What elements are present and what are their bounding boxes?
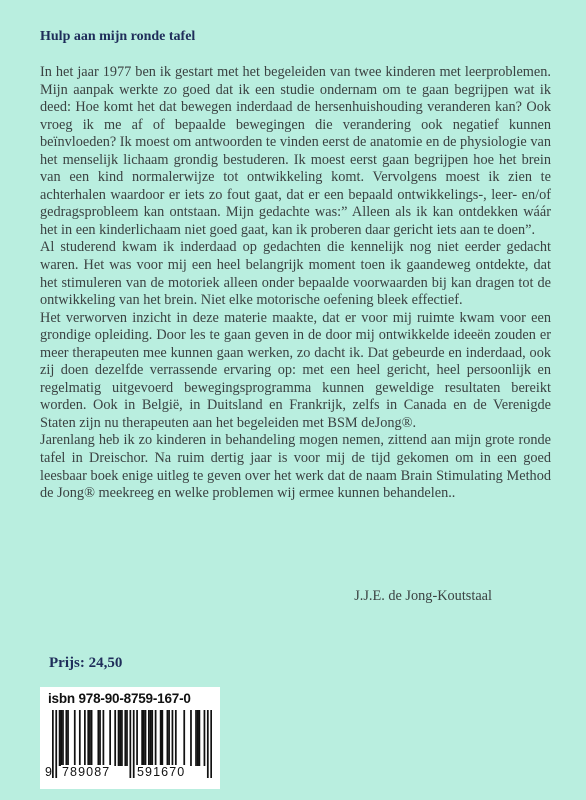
barcode-bar	[59, 710, 61, 766]
ean-left-group: 789087	[62, 765, 111, 779]
barcode-bar	[175, 710, 177, 766]
barcode-bar	[190, 710, 192, 766]
barcode-bar	[121, 710, 123, 766]
barcode-bar	[114, 710, 116, 766]
barcode-bar	[145, 710, 147, 766]
barcode-bar	[168, 710, 170, 766]
paragraph-1: In het jaar 1977 ben ik gestart met het begeleiden van twee kinderen met leerproblemen. Mijn aanpak werkte zo goed dat ik een studie ondernam om te gaan begrijpen wat ik deed: Hoe komt het dat bewegen inderdaad de hersenhuishouding veranderen kan? Ook vroeg ik me af of bepaalde bewegingen die verandering ook negatief kunnen beïnvloeden? Ik moest om antwoorden te vinden eerst de anatomie en de physiologie van het menselijk lichaam grondig bestuderen. Ik moest eerst gaan begrijpen hoe het brein van een kind normalerwijze tot ontwikkeling komt. Vervolgens moest ik zien te achterhalen waardoor er iets zo fout gaat, dat er een bepaald ontwikkelings-, leer- en/of gedragsprobleem kan ontstaan. Mijn gedachte was:” Alleen als ik kan ontdekken wáár het in een kinderlichaam niet goed gaat, kan ik proberen daar gericht iets aan te doen”.	[40, 64, 551, 238]
barcode-bar	[160, 710, 162, 766]
paragraph-3: Het verworven inzicht in deze materie maakte, dat er voor mij ruimte kwam voor een grondige opleiding. Door les te gaan geven in de door mij ontwikkelde ideeën zouden er meer therapeuten mee kunnen gaan werken, zo dacht ik. Dat gebeurde en inderdaad, ook zij doen dezelfde verrassende ervaring op: met een heel gericht, heel persoonlijk en regelmatig uitgevoerd bewegingsprogramma kunnen geweldige resultaten bereikt worden. Ook in België, in Duitsland en Frankrijk, zelfs in Canada en de Verenigde Staten zijn nu therapeuten aan het begeleiden met BSM deJong®.	[40, 309, 551, 431]
barcode-bar	[79, 710, 81, 766]
barcode-bar	[155, 710, 157, 766]
barcode-bar	[109, 710, 111, 766]
barcode-bar	[62, 710, 64, 766]
barcode-bar	[183, 710, 185, 766]
barcode-bar	[172, 710, 174, 766]
barcode-bar	[67, 710, 69, 766]
barcode-bar	[136, 710, 138, 766]
barcode-bar	[126, 710, 128, 766]
barcode-bar	[119, 710, 121, 766]
paragraph-4: Jarenlang heb ik zo kinderen in behandeling mogen nemen, zittend aan mijn grote ronde tafel in Dreischor. Na ruim dertig jaar is voor mij de tijd gekomen om in een goed leesbaar boek enige uitleg te geven over het werk dat de naam Brain Stimulating Method de Jong® meekreeg en welke problemen wij ermee kunnen behandelen..	[40, 432, 551, 502]
barcode-bar	[103, 710, 105, 766]
barcode-bar	[60, 710, 62, 766]
barcode-bar	[124, 710, 126, 766]
barcode-panel	[40, 687, 220, 789]
barcode-bar	[97, 710, 99, 766]
barcode-bar	[150, 710, 152, 766]
barcode-bar	[87, 710, 89, 766]
book-title: Hulp aan mijn ronde tafel	[40, 29, 196, 44]
price-label: Prijs: 24,50	[49, 655, 123, 671]
barcode-bar	[99, 710, 101, 766]
ean-first-digit: 9	[45, 765, 52, 779]
barcode-bar	[195, 710, 197, 766]
author-name: J.J.E. de Jong-Koutstaal	[354, 588, 492, 604]
barcode-bar	[151, 710, 153, 766]
barcode-bar	[84, 710, 86, 766]
ean-digits	[45, 765, 215, 783]
barcode-bar	[74, 710, 76, 766]
blurb-text	[40, 64, 551, 503]
barcode-bar	[197, 710, 199, 766]
isbn-number: isbn 978-90-8759-167-0	[48, 691, 191, 706]
barcode-bar	[89, 710, 91, 766]
ean-right-group: 591670	[137, 765, 186, 779]
barcode-bar	[65, 710, 67, 766]
barcode-bar	[204, 710, 206, 766]
barcode-bar	[91, 710, 93, 766]
barcode-bar	[167, 710, 169, 766]
barcode-bar	[143, 710, 145, 766]
barcode-bar	[199, 710, 201, 766]
barcode-bar	[148, 710, 150, 766]
barcode-bar	[118, 710, 120, 766]
barcode-bar	[161, 710, 163, 766]
paragraph-2: Al studerend kwam ik inderdaad op gedachten die kennelijk nog niet eerder gedacht waren. Het was voor mij een heel belangrijk moment toen ik gaandeweg ontdekte, dat het stimuleren van de motoriek alleen onder bepaalde voorwaarden bij kan dragen tot de ontwikkeling van het brein. Niet elke motorische oefening bleek effectief.	[40, 239, 551, 309]
barcode-bar	[141, 710, 143, 766]
